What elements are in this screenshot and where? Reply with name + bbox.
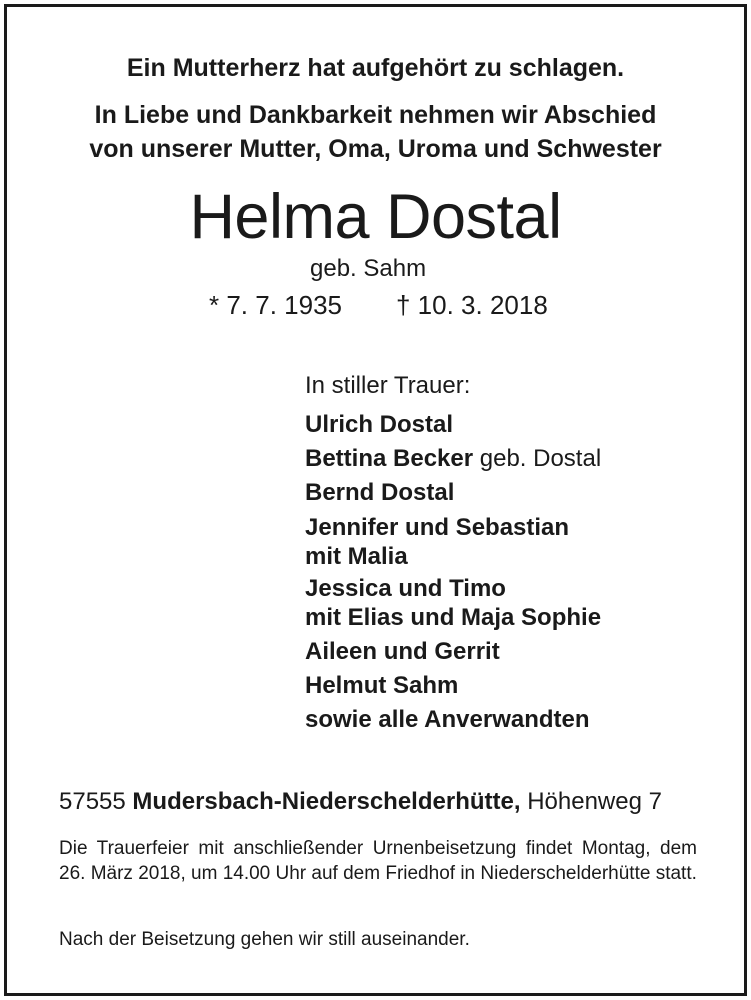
mourner-children: mit Malia bbox=[305, 543, 408, 570]
mourner-name: Ulrich Dostal bbox=[305, 411, 454, 438]
mourner-entry bbox=[305, 478, 454, 507]
heading-farewell-line-2: von unserer Mutter, Oma, Uroma und Schwester bbox=[89, 135, 662, 163]
heading-farewell bbox=[0, 98, 751, 166]
maiden-name: geb. Sahm bbox=[310, 255, 427, 282]
mourner-children: mit Elias und Maja Sophie bbox=[305, 604, 602, 631]
mourner-name: Jessica und Timo bbox=[305, 575, 506, 602]
mourner-name: Bettina Becker bbox=[305, 445, 474, 472]
mourner-entry bbox=[305, 705, 590, 734]
address-street: Höhenweg 7 bbox=[527, 788, 662, 815]
mourner-entry bbox=[305, 444, 601, 473]
funeral-info: Die Trauerfeier mit anschließender Urnenbeisetzung findet Montag, dem 26. März 2018, um 14.00 Uhr auf dem Friedhof in Niederschelderhütte statt. bbox=[59, 838, 697, 884]
mourner-name: Jennifer und Sebastian bbox=[305, 514, 570, 541]
mourner-entry bbox=[305, 671, 458, 700]
mourning-address bbox=[59, 788, 662, 816]
birth-date: * 7. 7. 1935 bbox=[209, 290, 342, 320]
heading-farewell-line-1: In Liebe und Dankbarkeit nehmen wir Abschied bbox=[94, 101, 657, 129]
mourner-entry bbox=[305, 637, 500, 666]
address-zip: 57555 bbox=[59, 788, 126, 815]
address-town: Mudersbach-Niederschelderhütte, bbox=[132, 788, 521, 815]
mourners-intro: In stiller Trauer: bbox=[305, 372, 471, 399]
heading-line: Ein Mutterherz hat aufgehört zu schlagen. bbox=[126, 54, 625, 82]
mourner-maiden-note: geb. Dostal bbox=[473, 445, 602, 472]
deceased-name: Helma Dostal bbox=[189, 182, 562, 252]
closing-note: Nach der Beisetzung gehen wir still auseinander. bbox=[59, 929, 470, 950]
mourner-name: Helmut Sahm bbox=[305, 672, 459, 699]
mourner-name: Bernd Dostal bbox=[305, 479, 455, 506]
mourner-entry bbox=[305, 574, 601, 632]
death-date: † 10. 3. 2018 bbox=[396, 290, 548, 320]
mourner-entry bbox=[305, 410, 453, 439]
mourner-name: Aileen und Gerrit bbox=[305, 638, 500, 665]
mourner-name: sowie alle Anverwandten bbox=[305, 706, 590, 733]
mourner-entry bbox=[305, 513, 569, 571]
